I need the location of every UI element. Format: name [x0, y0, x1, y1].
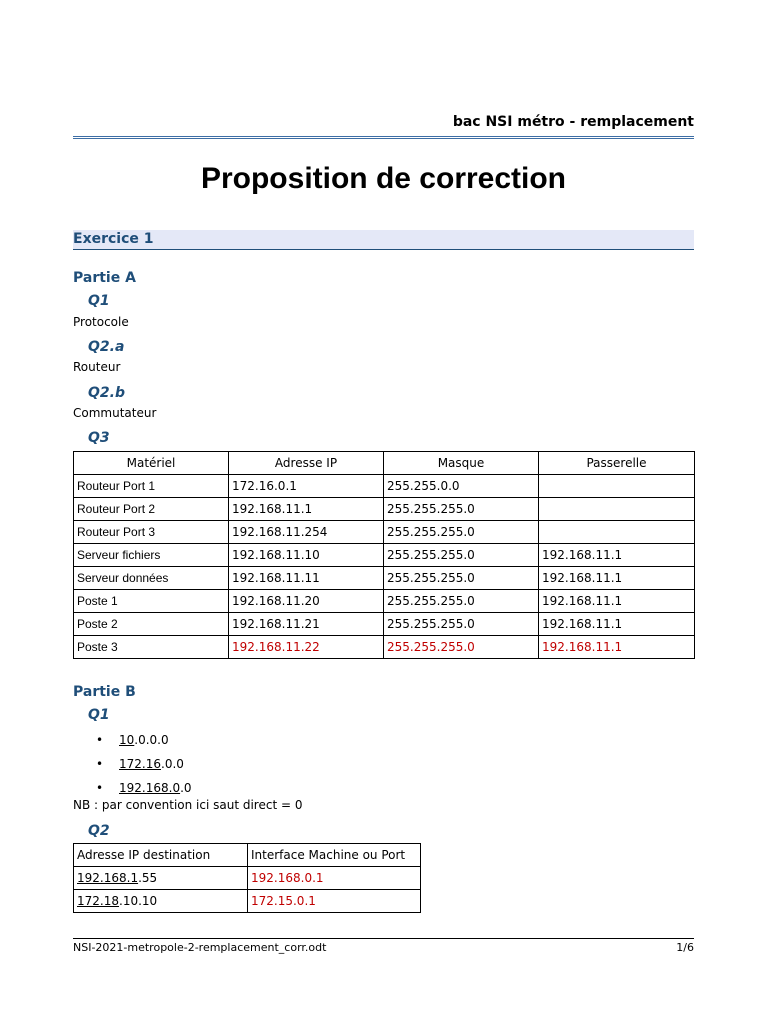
partie-b-q2-label: Q2	[88, 823, 110, 839]
partie-b-heading: Partie B	[73, 684, 136, 700]
list-item: • 172.16 .0.0	[96, 757, 184, 771]
device-cell: Poste 2	[74, 613, 229, 636]
gateway-cell	[539, 521, 695, 544]
network-part: 10	[119, 733, 135, 747]
network-part: 172.16	[119, 757, 161, 771]
partie-a-heading: Partie A	[73, 270, 136, 286]
gateway-cell: 192.168.11.1	[539, 590, 695, 613]
table-row	[74, 567, 695, 590]
header-rule	[73, 136, 694, 139]
list-item: • 192.168.0 .0	[96, 781, 192, 795]
note: NB : par convention ici saut direct = 0	[73, 798, 303, 812]
table-row	[74, 521, 695, 544]
ip-cell: 192.168.11.20	[229, 590, 384, 613]
column-header: Adresse IP destination	[74, 844, 248, 867]
exercise-heading: Exercice 1	[73, 230, 694, 250]
network-part: 192.168.0	[119, 781, 181, 795]
gateway-cell	[539, 498, 695, 521]
column-header: Adresse IP	[229, 452, 384, 475]
gateway-cell: 192.168.11.1	[539, 544, 695, 567]
column-header: Passerelle	[539, 452, 695, 475]
ip-cell: 192.168.11.21	[229, 613, 384, 636]
device-cell: Routeur Port 1	[74, 475, 229, 498]
table-header-row	[74, 452, 695, 475]
ip-cell: 192.168.11.10	[229, 544, 384, 567]
table-header-row	[74, 844, 421, 867]
list-item: • 10 .0.0.0	[96, 733, 169, 747]
device-cell: Poste 1	[74, 590, 229, 613]
column-header: Masque	[384, 452, 539, 475]
running-header: bac NSI métro - remplacement	[452, 114, 694, 130]
partie-a-q1-answer: Protocole	[73, 315, 129, 329]
partie-a-q2a-answer: Routeur	[73, 360, 121, 374]
ip-cell: 172.16.0.1	[229, 475, 384, 498]
partie-a-q3-label: Q3	[88, 430, 110, 446]
column-header: Matériel	[74, 452, 229, 475]
host-part: .0	[180, 781, 192, 795]
destination-cell: 172.18.10.10	[74, 890, 248, 913]
destination-cell: 192.168.1.55	[74, 867, 248, 890]
device-cell: Poste 3	[74, 636, 229, 659]
footer-page-number: 1/6	[676, 941, 694, 954]
partie-a-q2a-label: Q2.a	[88, 339, 125, 355]
table-row	[74, 544, 695, 567]
mask-cell: 255.255.255.0	[384, 613, 539, 636]
table-row	[74, 475, 695, 498]
ip-cell: 192.168.11.1	[229, 498, 384, 521]
interface-cell: 192.168.0.1	[248, 867, 421, 890]
mask-cell: 255.255.255.0	[384, 544, 539, 567]
gateway-cell: 192.168.11.1	[539, 567, 695, 590]
table-row	[74, 590, 695, 613]
ip-cell: 192.168.11.11	[229, 567, 384, 590]
table-row	[74, 890, 421, 913]
gateway-cell: 192.168.11.1	[539, 613, 695, 636]
mask-cell: 255.255.255.0	[384, 590, 539, 613]
column-header: Interface Machine ou Port	[248, 844, 421, 867]
partie-b-q1-label: Q1	[88, 707, 110, 723]
table-row	[74, 867, 421, 890]
device-cell: Serveur données	[74, 567, 229, 590]
ip-cell: 192.168.11.254	[229, 521, 384, 544]
host-part: .0.0	[161, 757, 184, 771]
footer-filename: NSI-2021-metropole-2-remplacement_corr.odt	[73, 941, 327, 954]
interface-cell: 172.15.0.1	[248, 890, 421, 913]
mask-cell: 255.255.255.0	[384, 498, 539, 521]
device-cell: Serveur fichiers	[74, 544, 229, 567]
gateway-cell: 192.168.11.1	[539, 636, 695, 659]
network-list	[96, 728, 192, 800]
host-part: .0.0.0	[134, 733, 169, 747]
footer-rule	[73, 938, 694, 939]
gateway-cell	[539, 475, 695, 498]
table-row	[74, 636, 695, 659]
partie-a-q2b-answer: Commutateur	[73, 406, 157, 420]
ip-cell: 192.168.11.22	[229, 636, 384, 659]
addressing-table	[73, 451, 695, 659]
mask-cell: 255.255.255.0	[384, 567, 539, 590]
partie-a-q1-label: Q1	[88, 293, 110, 309]
table-row	[74, 498, 695, 521]
page-title: Proposition de correction	[200, 162, 567, 195]
routing-table	[73, 843, 421, 913]
device-cell: Routeur Port 2	[74, 498, 229, 521]
mask-cell: 255.255.0.0	[384, 475, 539, 498]
partie-a-q2b-label: Q2.b	[88, 385, 125, 401]
table-row	[74, 613, 695, 636]
device-cell: Routeur Port 3	[74, 521, 229, 544]
mask-cell: 255.255.255.0	[384, 636, 539, 659]
mask-cell: 255.255.255.0	[384, 521, 539, 544]
